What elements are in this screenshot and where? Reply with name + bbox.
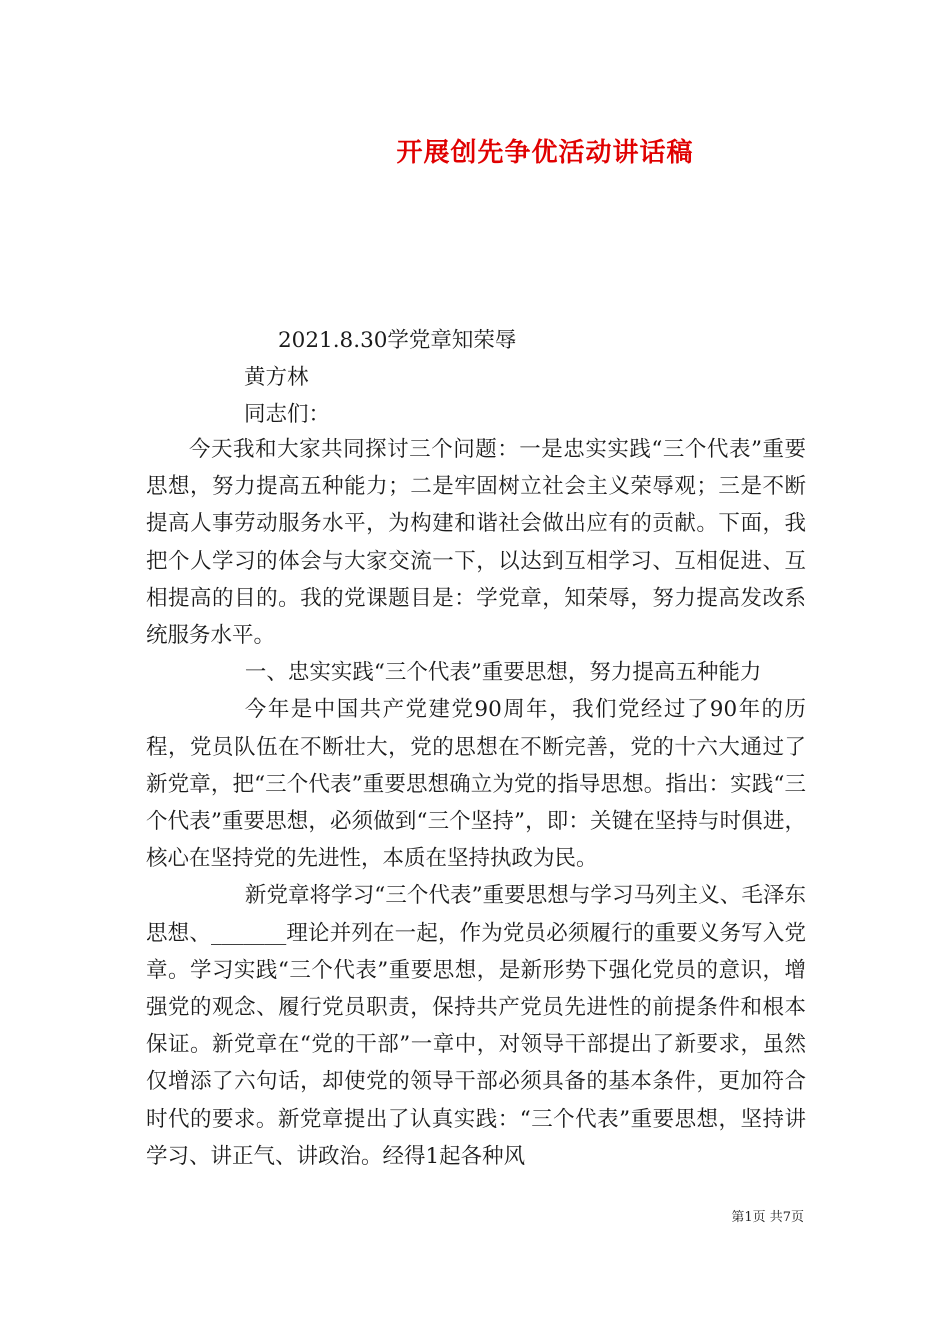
paragraph: 今天我和大家共同探讨三个问题：一是忠实实践“三个代表”重要思想，努力提高五种能力；二是牢固树立社会主义荣辱观；三是不断提高人事劳动服务水平，为构建和谐社会做出应有的贡献。下面，我把个人学习的体会与大家交流一下，以达到互相学习、互相促进、互相提高的目的。我的党课题目是：学党章，知荣辱，努力提高发改系统服务水平。 — [146, 437, 806, 649]
author: 黄方林 — [244, 365, 309, 390]
body-text — [146, 431, 806, 1175]
paragraph: 今年是中国共产党建党90周年，我们党经过了90年的历程，党员队伍在不断壮大，党的思想在不断完善，党的十六大通过了新党章，把“三个代表”重要思想确立为党的指导思想。指出：实践“三个代表”重要思想，必须做到“三个坚持”，即：关键在坚持与时俱进，核心在坚持党的先进性，本质在坚持执政为民。 — [146, 697, 806, 872]
dateline: 2021.8.30学党章知荣辱 — [278, 328, 517, 353]
section-heading: 一、忠实实践“三个代表”重要思想，努力提高五种能力 — [244, 660, 762, 686]
paragraph: 新党章将学习“三个代表”重要思想与学习马列主义、毛泽东思想、_______理论并列在一起，作为党员必须履行的重要义务写入党章。学习实践“三个代表”重要思想，是新形势下强化党员的意识，增强党的观念、履行党员职责，保持共产党员先进性的前提条件和根本保证。新党章在“党的干部”一章中，对领导干部提出了新要求，虽然仅增添了六句话，却使党的领导干部必须具备的基本条件，更加符合时代的要求。新党章提出了认真实践：“三个代表”重要思想，坚持讲学习、讲正气、讲政治。经得1起各种风 — [146, 883, 806, 1169]
page-footer: 第1页 共7页 — [731, 1210, 804, 1225]
document-title: 开展创先争优活动讲话稿 — [396, 138, 694, 168]
salutation: 同志们： — [244, 402, 331, 427]
